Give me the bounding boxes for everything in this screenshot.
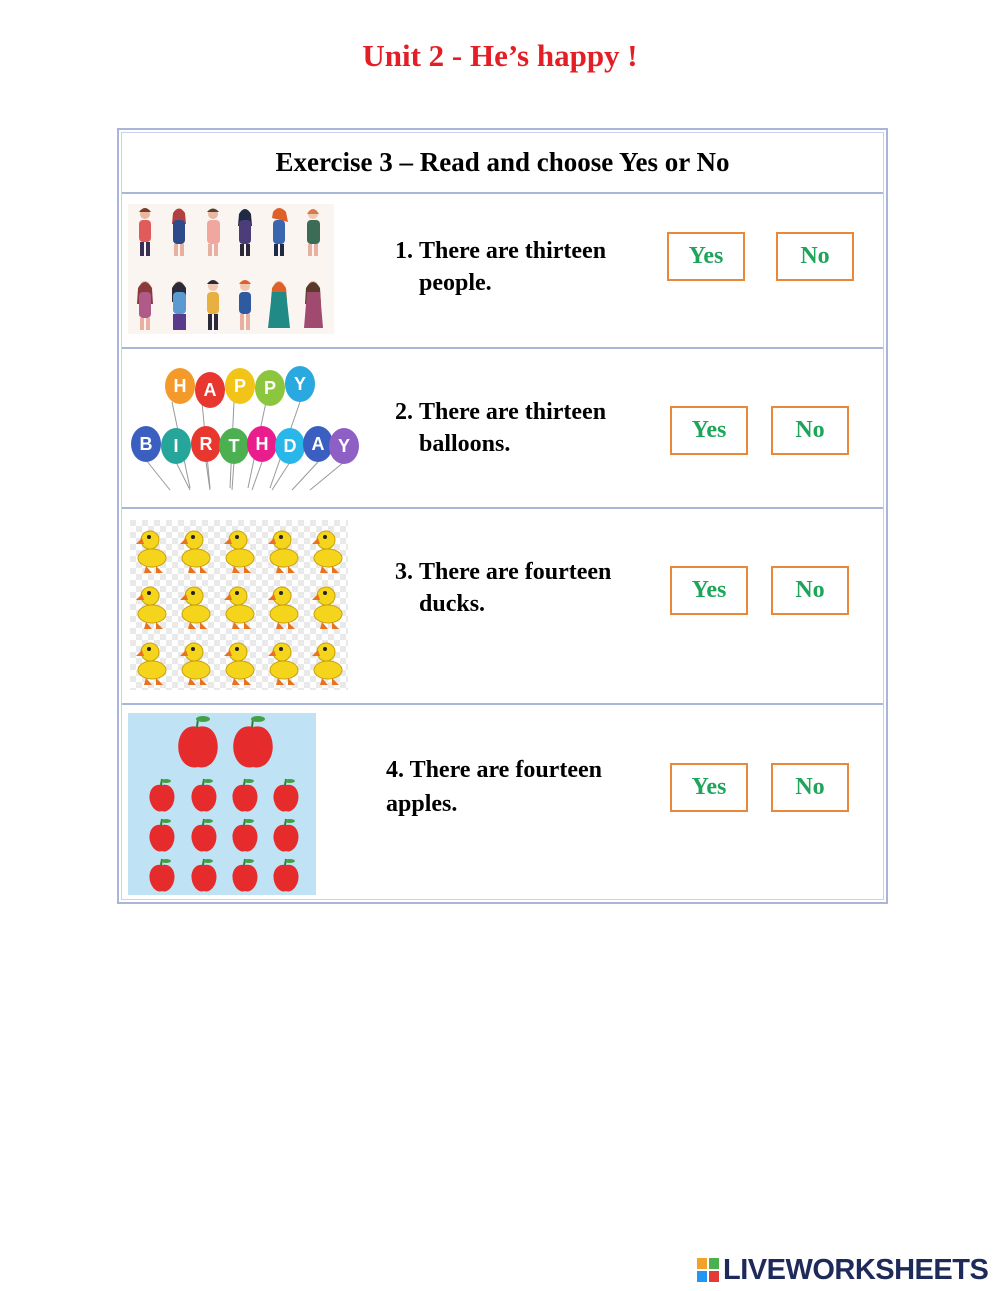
svg-text:A: A bbox=[203, 380, 217, 400]
svg-text:T: T bbox=[228, 436, 240, 456]
yes-button[interactable]: Yes bbox=[670, 566, 748, 615]
exercise-table bbox=[117, 128, 888, 904]
svg-text:Y: Y bbox=[337, 436, 351, 456]
logo-text: LIVEWORKSHEETS bbox=[723, 1253, 989, 1286]
yes-button[interactable]: Yes bbox=[670, 406, 748, 455]
page-title: Unit 2 - He’s happy ! bbox=[362, 38, 638, 73]
question-row bbox=[122, 194, 883, 349]
exercise-heading: Exercise 3 – Read and choose Yes or No bbox=[122, 133, 883, 194]
no-button[interactable]: No bbox=[771, 406, 849, 455]
question-text: 1. There are thirteen people. bbox=[395, 238, 607, 296]
svg-text:H: H bbox=[255, 434, 269, 454]
question-row bbox=[122, 508, 883, 705]
people-illustration bbox=[128, 204, 334, 334]
svg-text:A: A bbox=[311, 434, 325, 454]
svg-text:D: D bbox=[283, 436, 297, 456]
question-row bbox=[122, 705, 883, 903]
apples-grid bbox=[128, 713, 316, 895]
svg-text:H: H bbox=[173, 376, 187, 396]
svg-text:P: P bbox=[263, 378, 277, 398]
svg-text:Y: Y bbox=[293, 374, 307, 394]
question-text: 3. There are fourteen ducks. bbox=[395, 559, 612, 617]
yes-button[interactable]: Yes bbox=[667, 232, 745, 281]
svg-text:B: B bbox=[139, 434, 153, 454]
no-button[interactable]: No bbox=[776, 232, 854, 281]
no-button[interactable]: No bbox=[771, 763, 849, 812]
question-text: 2. There are thirteen balloons. bbox=[395, 399, 607, 457]
svg-text:I: I bbox=[173, 436, 179, 456]
question-row bbox=[122, 348, 883, 509]
no-button[interactable]: No bbox=[771, 566, 849, 615]
liveworksheets-logo bbox=[697, 1253, 988, 1287]
svg-text:R: R bbox=[199, 434, 213, 454]
yes-button[interactable]: Yes bbox=[670, 763, 748, 812]
happy-birthday-balloons bbox=[130, 358, 360, 492]
question-text: 4. There are fourteen apples. bbox=[386, 757, 602, 817]
liveworksheets-logo-icon bbox=[697, 1258, 719, 1282]
ducks-grid bbox=[130, 520, 348, 690]
svg-text:P: P bbox=[233, 376, 247, 396]
